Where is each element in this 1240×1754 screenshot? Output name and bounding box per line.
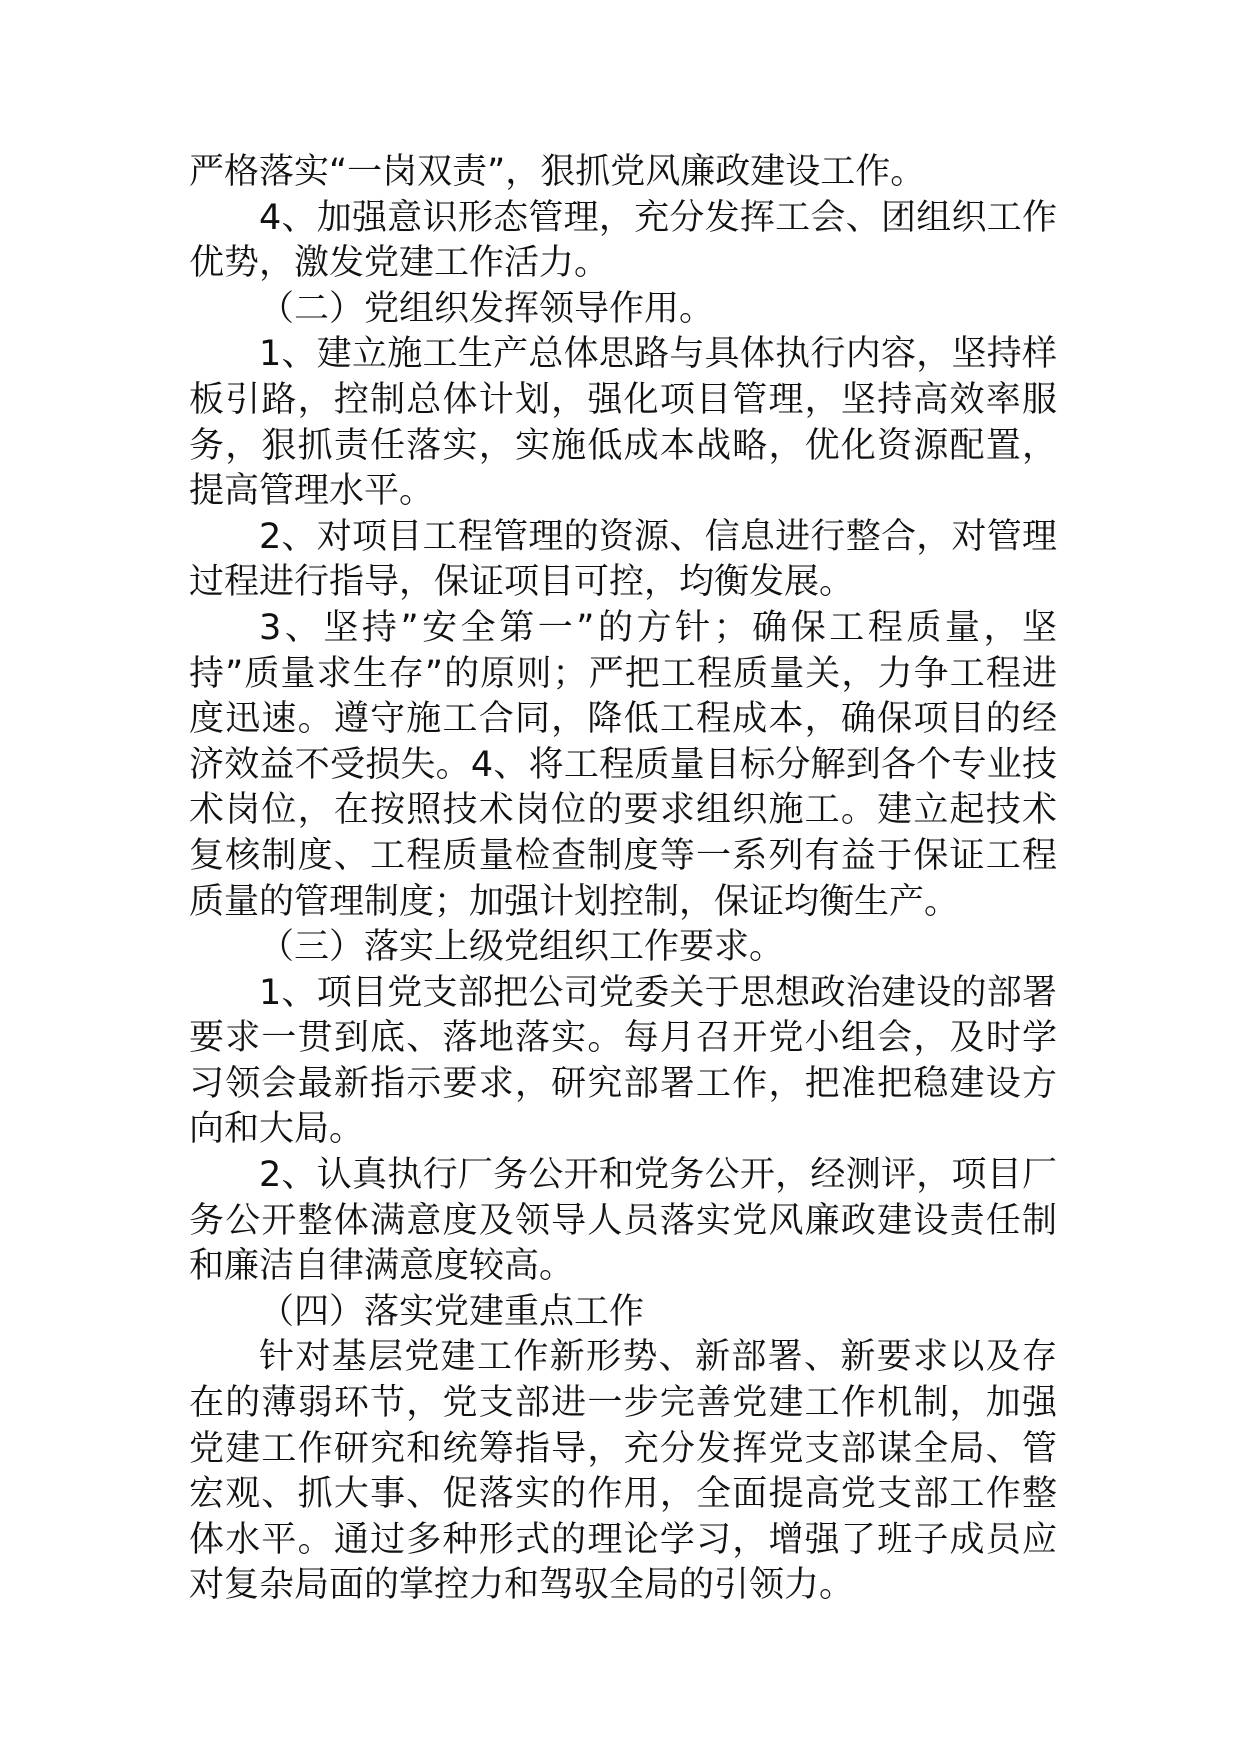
paragraph-item-1: 1、建立施工生产总体思路与具体执行内容，坚持样板引路，控制总体计划，强化项目管理，坚持高效率服务，狠抓责任落实，实施低成本战略，优化资源配置，提高管理水平。 (189, 334, 1057, 512)
document-body (189, 150, 1057, 1609)
paragraph-body: 针对基层党建工作新形势、新部署、新要求以及存在的薄弱环节，党支部进一步完善党建工作机制，加强党建工作研究和统筹指导，充分发挥党支部谋全局、管宏观、抓大事、促落实的作用，全面提高党支部工作整体水平。通过多种形式的理论学习，增强了班子成员应对复杂局面的掌控力和驾驭全局的引领力。 (189, 1337, 1057, 1606)
section-heading-3: （三）落实上级党组织工作要求。 (259, 927, 785, 968)
paragraph-continuation: 严格落实“一岗双责”，狠抓党风廉政建设工作。 (189, 152, 926, 192)
paragraph-item-1: 1、项目党支部把公司党委关于思想政治建设的部署要求一贯到底、落地落实。每月召开党小组会，及时学习领会最新指示要求，研究部署工作，把准把稳建设方向和大局。 (189, 972, 1057, 1150)
paragraph-item-3: 3、坚持”安全第一”的方针；确保工程质量，坚持”质量求生存”的原则；严把工程质量关，力争工程进度迅速。遵守施工合同，降低工程成本，确保项目的经济效益不受损失。4、将工程质量目标分解到各个专业技术岗位，在按照技术岗位的要求组织施工。建立起技术复核制度、工程质量检查制度等一系列有益于保证工程质量的管理制度；加强计划控制，保证均衡生产。 (189, 607, 1057, 922)
section-heading-4: （四）落实党建重点工作 (259, 1291, 645, 1332)
section-heading-2: （二）党组织发挥领导作用。 (259, 288, 715, 329)
paragraph-item-2: 2、对项目工程管理的资源、信息进行整合，对管理过程进行指导，保证项目可控，均衡发展。 (189, 516, 1057, 603)
paragraph-item-4: 4、加强意识形态管理，充分发挥工会、团组织工作优势，激发党建工作活力。 (189, 197, 1057, 284)
paragraph-item-2: 2、认真执行厂务公开和党务公开，经测评，项目厂务公开整体满意度及领导人员落实党风廉政建设责任制和廉洁自律满意度较高。 (189, 1155, 1057, 1287)
